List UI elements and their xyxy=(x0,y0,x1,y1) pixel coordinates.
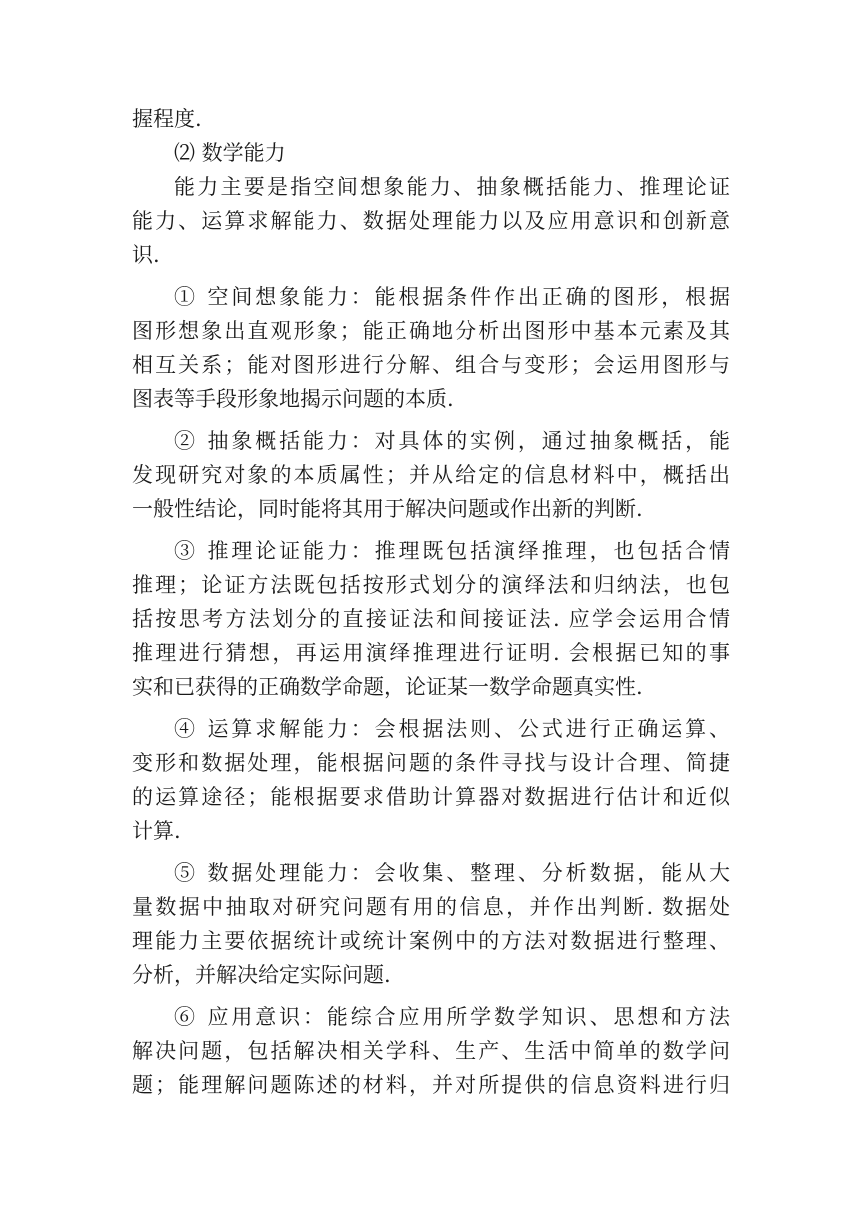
text-line: 发现研究对象的本质属性；并从给定的信息材料中，概括出 xyxy=(132,463,730,487)
text-line: ① 空间想象能力：能根据条件作出正确的图形，根据 xyxy=(174,285,730,309)
paragraph-item-2 xyxy=(132,424,730,526)
paragraph-intro-tail xyxy=(132,102,730,136)
text-line: 图形想象出直观形象；能正确地分析出图形中基本元素及其 xyxy=(132,319,730,343)
text-line: 解决问题，包括解决相关学科、生产、生活中简单的数学问 xyxy=(132,1039,730,1063)
text-line: 推理；论证方法既包括按形式划分的演绎法和归纳法，也包 xyxy=(132,573,730,597)
paragraph-item-1 xyxy=(132,280,730,416)
paragraph-item-5 xyxy=(132,856,730,992)
text-line: 的运算途径；能根据要求借助计算器对数据进行估计和近似 xyxy=(132,785,730,809)
document-page xyxy=(132,102,730,1102)
text-line: ③ 推理论证能力：推理既包括演绎推理，也包括合情 xyxy=(174,539,730,563)
paragraph-definition xyxy=(132,170,730,272)
paragraph-item-6 xyxy=(132,1000,730,1102)
paragraph-item-3 xyxy=(132,534,730,704)
text-line: ④ 运算求解能力：会根据法则、公式进行正确运算、 xyxy=(174,717,730,741)
paragraph-item-4 xyxy=(132,712,730,848)
text-line: 图表等手段形象地揭示问题的本质. xyxy=(132,387,454,411)
text-line: 实和已获得的正确数学命题，论证某一数学命题真实性. xyxy=(132,675,643,699)
text-line: 握程度. xyxy=(132,107,202,131)
text-line: 分析，并解决给定实际问题. xyxy=(132,963,391,987)
text-line: ⑤ 数据处理能力：会收集、整理、分析数据，能从大 xyxy=(174,861,730,885)
text-line: 括按思考方法划分的直接证法和间接证法. 应学会运用合情 xyxy=(132,607,730,631)
text-line: ⑥ 应用意识：能综合应用所学数学知识、思想和方法 xyxy=(174,1005,730,1029)
text-line: 计算. xyxy=(132,819,181,843)
text-line: 一般性结论，同时能将其用于解决问题或作出新的判断. xyxy=(132,497,643,521)
text-line: 能力主要是指空间想象能力、抽象概括能力、推理论证 xyxy=(174,175,730,199)
text-line: 识. xyxy=(132,243,160,267)
section-title: ⑵ 数学能力 xyxy=(174,141,286,165)
text-line: 能力、运算求解能力、数据处理能力以及应用意识和创新意 xyxy=(132,209,730,233)
text-line: 量数据中抽取对研究问题有用的信息，并作出判断. 数据处 xyxy=(132,895,730,919)
text-line: 推理进行猜想，再运用演绎推理进行证明. 会根据已知的事 xyxy=(132,641,730,665)
text-line: 相互关系；能对图形进行分解、组合与变形；会运用图形与 xyxy=(132,353,730,377)
text-line: 理能力主要依据统计或统计案例中的方法对数据进行整理、 xyxy=(132,929,730,953)
section-heading xyxy=(132,136,730,170)
text-line: 题；能理解问题陈述的材料，并对所提供的信息资料进行归 xyxy=(132,1073,730,1097)
text-line: 变形和数据处理，能根据问题的条件寻找与设计合理、简捷 xyxy=(132,751,730,775)
text-line: ② 抽象概括能力：对具体的实例，通过抽象概括，能 xyxy=(174,429,730,453)
